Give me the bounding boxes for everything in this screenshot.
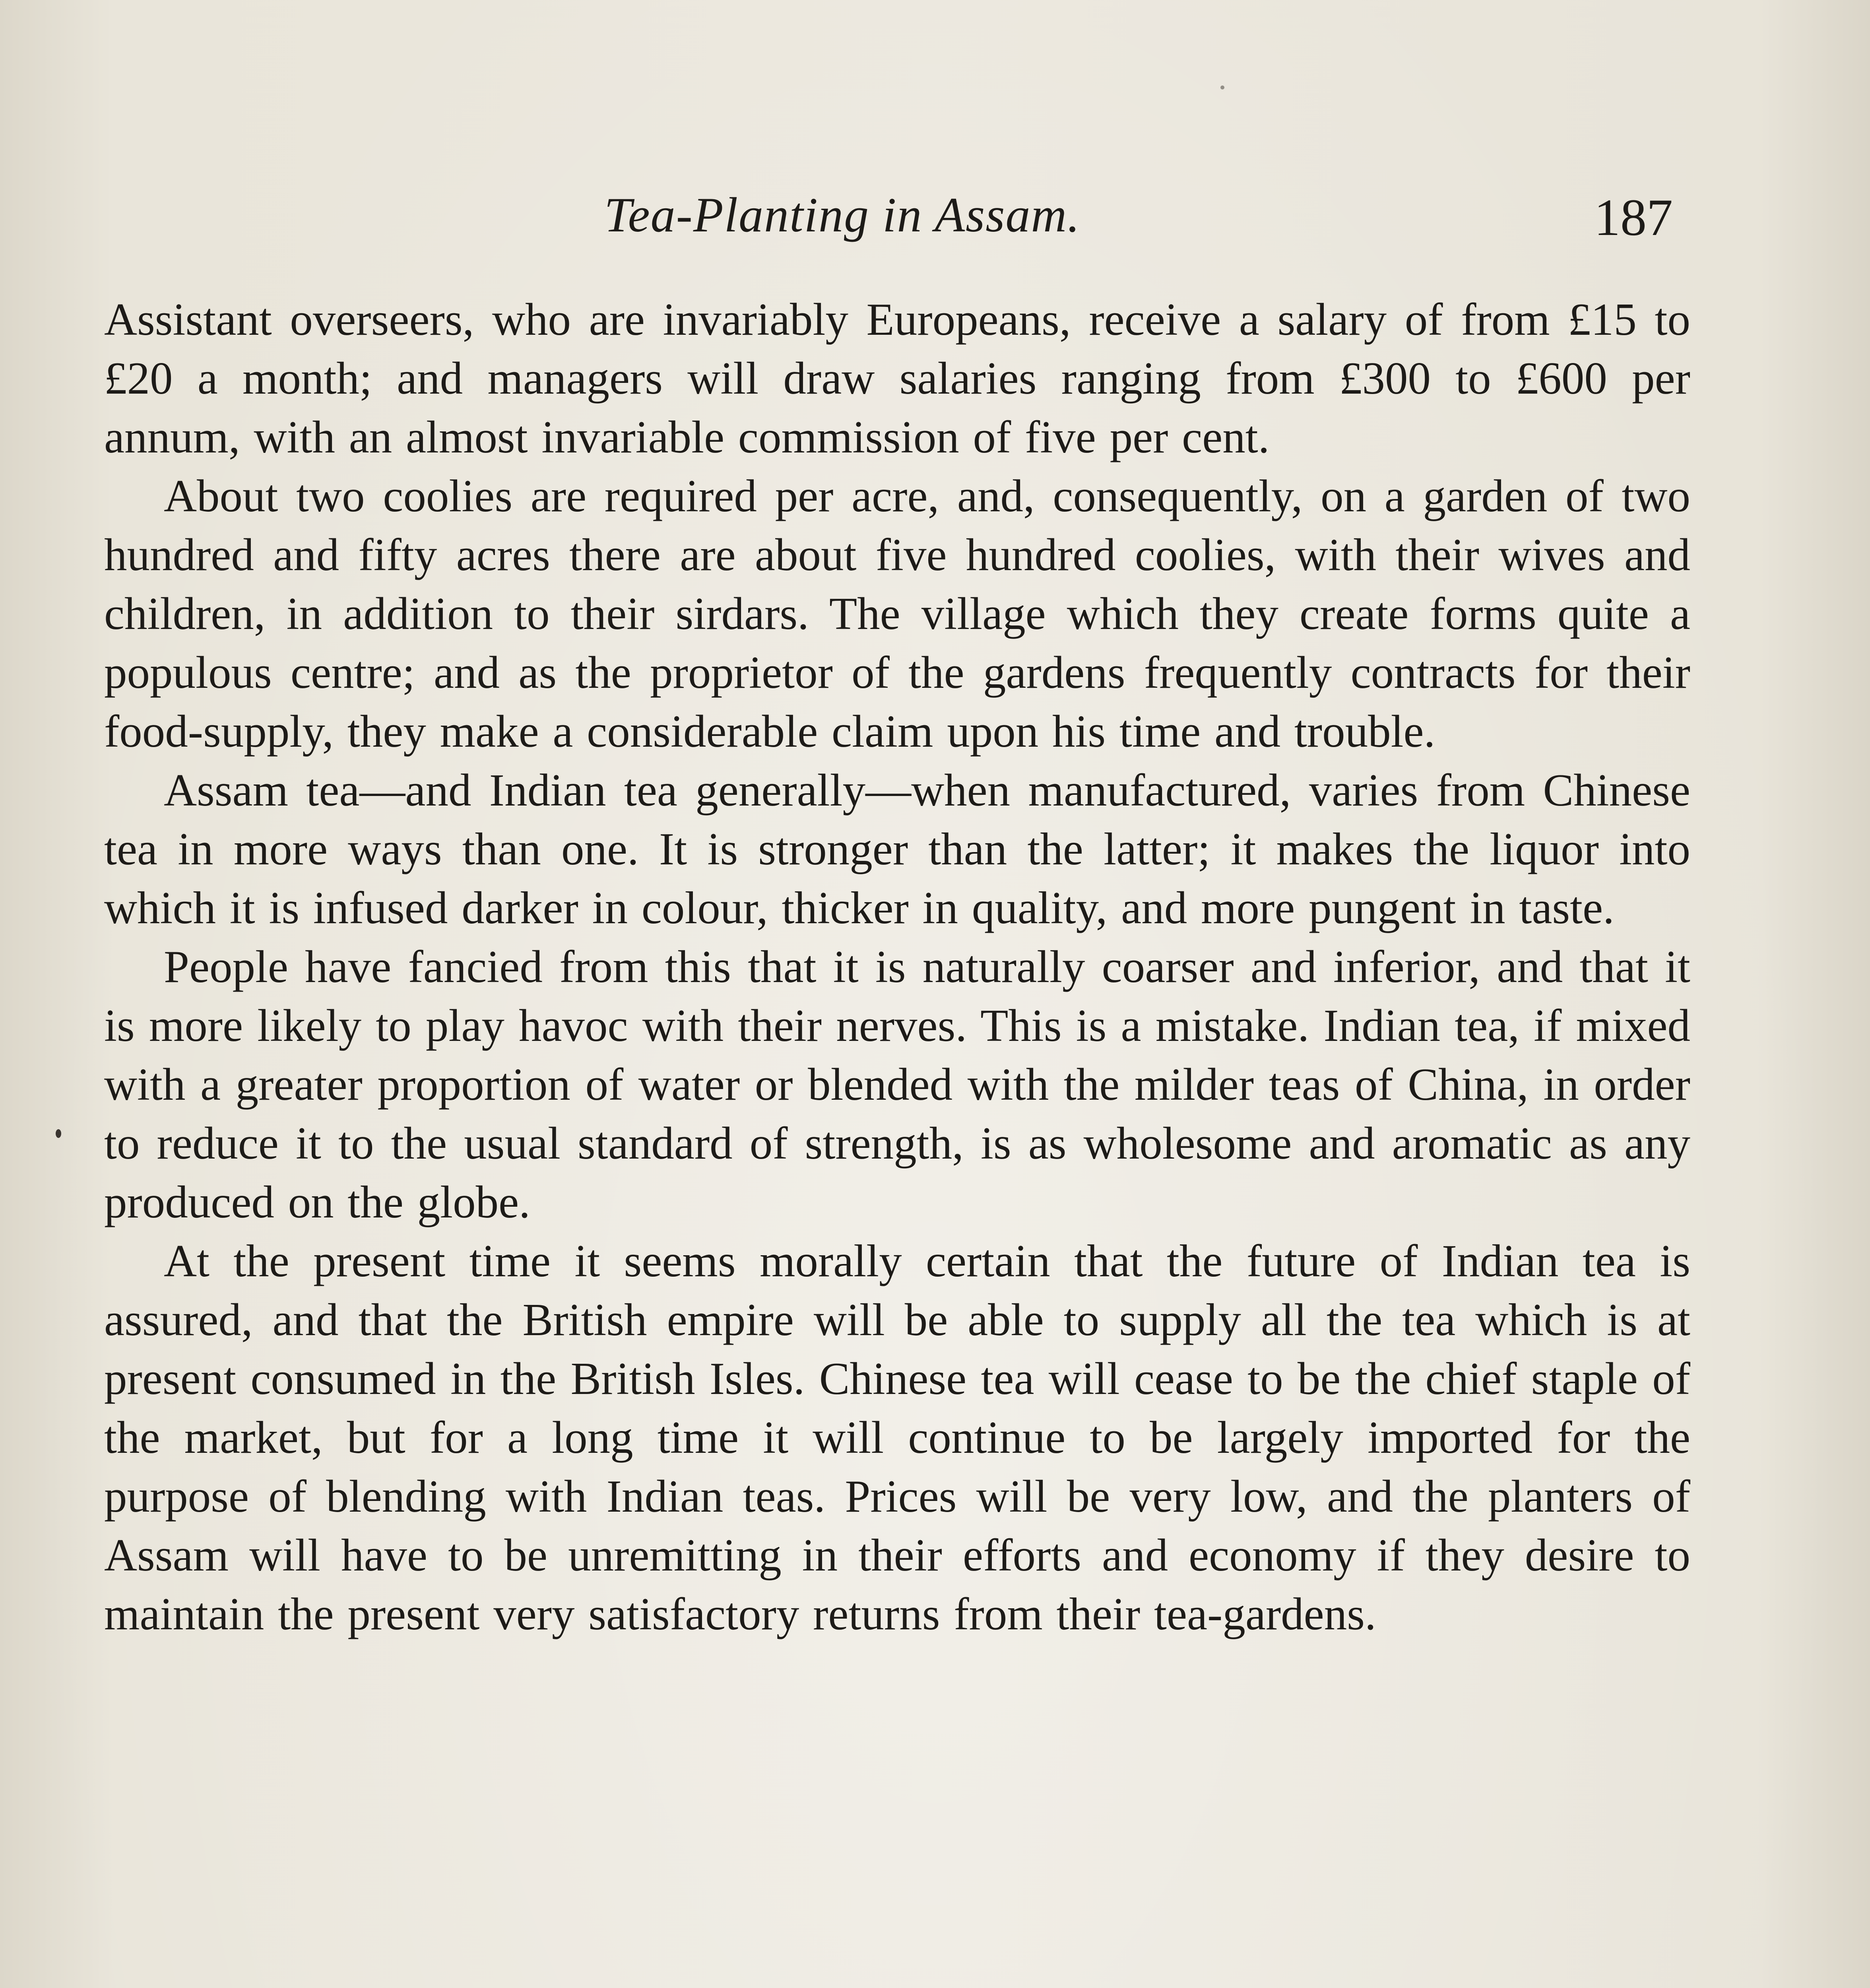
page-number: 187 — [1594, 188, 1673, 247]
running-head — [0, 187, 1870, 250]
running-title: Tea-Planting in Assam. — [604, 188, 1081, 242]
paragraph: Assam tea—and Indian tea generally—when manufactured, varies from Chinese tea in more ways than one. It is stronger than the latter; it makes the liquor into which it is infused darker in colour, thicker in quality, and more pungent in taste. — [104, 765, 1690, 933]
paragraph: About two coolies are required per acre, and, consequently, on a garden of two hundred and fifty acres there are about five hundred coolies, with their wives and children, in addition to their sirdars. The village which they create forms quite a populous centre; and as the proprietor of the gardens frequently contracts for their food-supply, they make a considerable claim upon his time and trouble. — [104, 471, 1690, 757]
paper-speck — [1220, 85, 1224, 89]
body-text — [104, 290, 1690, 1644]
paper-speck — [56, 1129, 61, 1138]
paragraph: People have fancied from this that it is naturally coarser and inferior, and that it is more likely to play havoc with their nerves. This is a mistake. Indian tea, if mixed with a greater proportion of water or blended with the milder teas of China, in order to reduce it to the usual standard of strength, is as wholesome and aromatic as any produced on the globe. — [104, 942, 1690, 1227]
paragraph: At the present time it seems morally certain that the future of Indian tea is assured, and that the British empire will be able to supply all the tea which is at present consumed in the British Isles. Chinese tea will cease to be the chief staple of the market, but for a long time it will continue to be largely imported for the purpose of blending with Indian teas. Prices will be very low, and the planters of Assam will have to be unremitting in their efforts and economy if they desire to maintain the present very satisfactory returns from their tea-gardens. — [104, 1236, 1690, 1639]
paragraph: Assistant overseers, who are invariably Europeans, receive a salary of from £15 to £20 a month; and managers will draw salaries ranging from £300 to £600 per annum, with an almost invariable commission of five per cent. — [104, 294, 1690, 462]
